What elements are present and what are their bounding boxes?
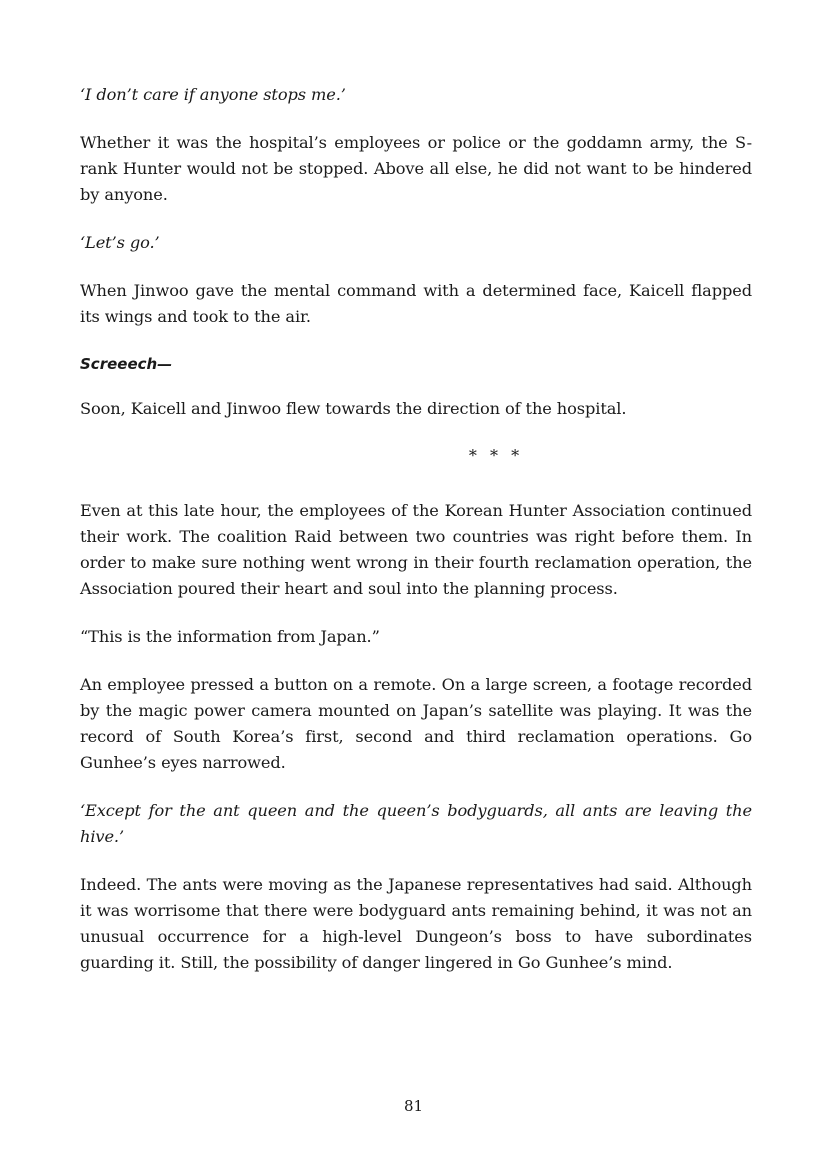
paragraph: When Jinwoo gave the mental command with a determined face, Kaicell flapped its wings and took to the air.	[80, 281, 752, 326]
paragraph: Soon, Kaicell and Jinwoo flew towards the direction of the hospital.	[80, 399, 627, 418]
paragraph: Whether it was the hospital’s employees or police or the goddamn army, the S-rank Hunter would not be stopped. Above all else, he did not want to be hindered by anyone.	[80, 133, 752, 204]
sound-effect: Screeech—	[80, 355, 173, 373]
thought-line: ‘Except for the ant queen and the queen’s bodyguards, all ants are leaving the hive.’	[80, 801, 752, 846]
dialogue-line: “This is the information from Japan.”	[80, 627, 380, 646]
scene-break: * * *	[468, 446, 524, 465]
paragraph: Indeed. The ants were moving as the Japanese representatives had said. Although it was worrisome that there were bodyguard ants remaining behind, it was not an unusual occurrence for a high-level Dungeon’s boss to have subordinates guarding it. Still, the possibility of danger lingered in Go Gunhee’s mind.	[80, 875, 752, 972]
page-number-text: 81	[403, 1097, 424, 1115]
paragraph: An employee pressed a button on a remote. On a large screen, a footage recorded by the magic power camera mounted on Japan’s satellite was playing. It was the record of South Korea’s first, second and third reclamation operations. Go Gunhee’s eyes narrowed.	[80, 675, 752, 772]
page-body	[80, 82, 752, 998]
page-number	[0, 1097, 827, 1115]
paragraph: Even at this late hour, the employees of the Korean Hunter Association continued their work. The coalition Raid between two countries was right before them. In order to make sure nothing went wrong in their fourth reclamation operation, the Association poured their heart and soul into the planning process.	[80, 501, 752, 598]
thought-line: ‘Let’s go.’	[80, 233, 160, 252]
thought-line: ‘I don’t care if anyone stops me.’	[80, 85, 346, 104]
